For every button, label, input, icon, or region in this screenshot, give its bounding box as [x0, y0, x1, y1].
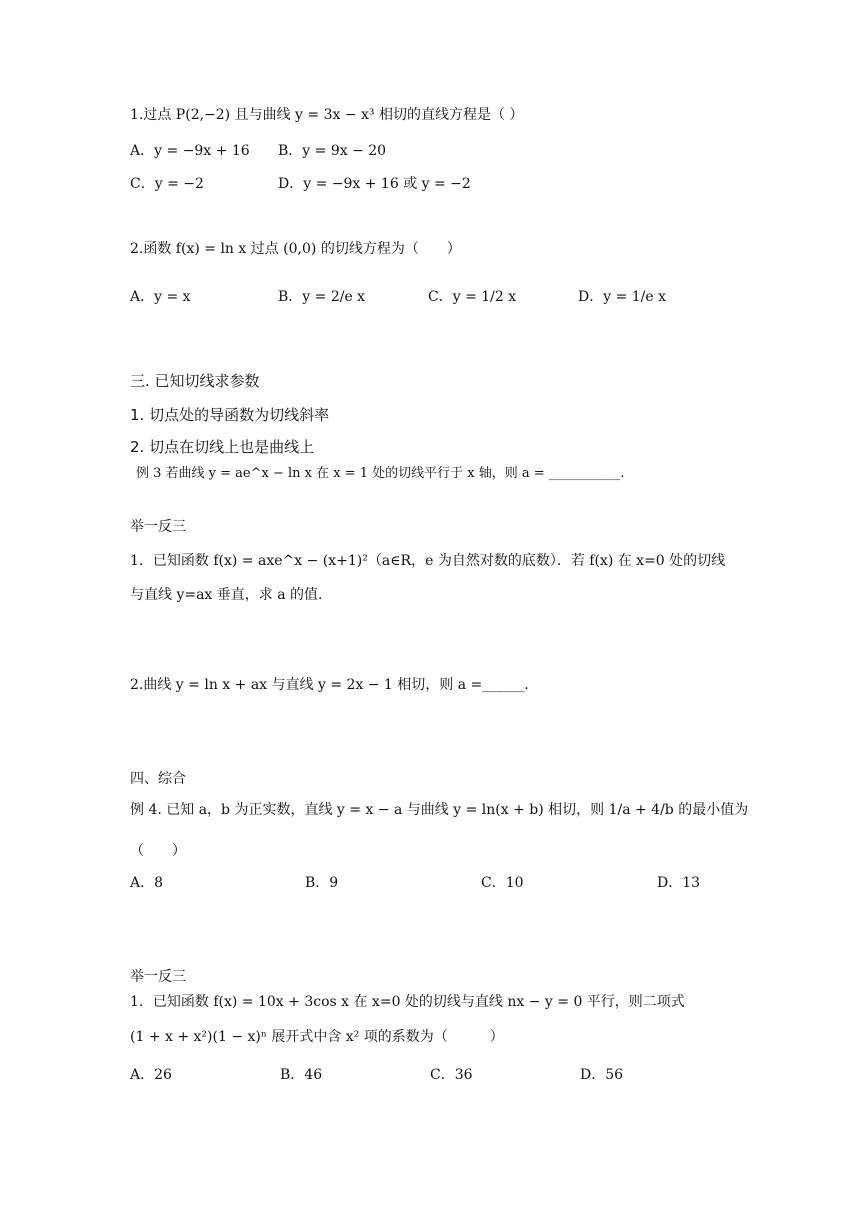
example4-option-b: B．9: [305, 875, 339, 891]
example4-option-a: A．8: [130, 875, 164, 891]
practice2-option-a: A．26: [130, 1067, 172, 1083]
q2-stem: 2.函数 f(x) = ln x 过点 (0,0) 的切线方程为（ ）: [130, 241, 461, 257]
practice2-option-b: B．46: [280, 1067, 323, 1083]
practice1-q2: 2.曲线 y = ln x + ax 与直线 y = 2x − 1 相切，则 a =______.: [130, 677, 529, 693]
section3-point1: 1. 切点处的导函数为切线斜率: [130, 406, 330, 424]
practice1-q1-line2: 与直线 y=ax 垂直，求 a 的值.: [130, 587, 323, 603]
example4-option-c: C．10: [481, 875, 524, 891]
practice2-heading: 举一反三: [130, 969, 186, 985]
practice2-line2: (1 + x + x²)(1 − x)ⁿ 展开式中含 x² 项的系数为（ ）: [130, 1029, 504, 1045]
section4-title: 四、综合: [130, 771, 186, 787]
q2-option-c: C．y = 1/2 x: [428, 289, 517, 305]
example4: 例 4. 已知 a，b 为正实数，直线 y = x − a 与曲线 y = ln(x + b) 相切，则 1/a + 4/b 的最小值为: [130, 802, 749, 818]
section3-point2: 2. 切点在切线上也是曲线上: [130, 438, 315, 456]
q2-option-b: B．y = 2/e x: [278, 289, 366, 305]
practice1-q1-line1: 1．已知函数 f(x) = axe^x − (x+1)²（a∈R，e 为自然对数的底数）．若 f(x) 在 x=0 处的切线: [130, 553, 726, 569]
q1-option-c: C．y = −2: [130, 176, 204, 192]
practice2-option-c: C．36: [430, 1067, 473, 1083]
q1-option-b: B．y = 9x − 20: [278, 143, 387, 159]
practice2-line1: 1．已知函数 f(x) = 10x + 3cos x 在 x=0 处的切线与直线 nx − y = 0 平行，则二项式: [130, 994, 685, 1010]
example4-paren: （ ）: [130, 843, 186, 859]
q2-option-a: A．y = x: [130, 289, 191, 305]
q2-option-d: D．y = 1/e x: [578, 289, 667, 305]
q1-stem: 1.过点 P(2,−2) 且与曲线 y = 3x − x³ 相切的直线方程是（ ）: [130, 107, 524, 123]
q1-option-a: A．y = −9x + 16: [130, 143, 250, 159]
section3-title: 三. 已知切线求参数: [130, 372, 260, 390]
practice1-heading: 举一反三: [130, 519, 186, 535]
practice2-option-d: D．56: [580, 1067, 624, 1083]
example4-option-d: D．13: [657, 875, 701, 891]
example3: 例 3 若曲线 y = ae^x − ln x 在 x = 1 处的切线平行于 x 轴，则 a = ___________.: [136, 466, 625, 481]
q1-option-d: D．y = −9x + 16 或 y = −2: [278, 176, 471, 192]
